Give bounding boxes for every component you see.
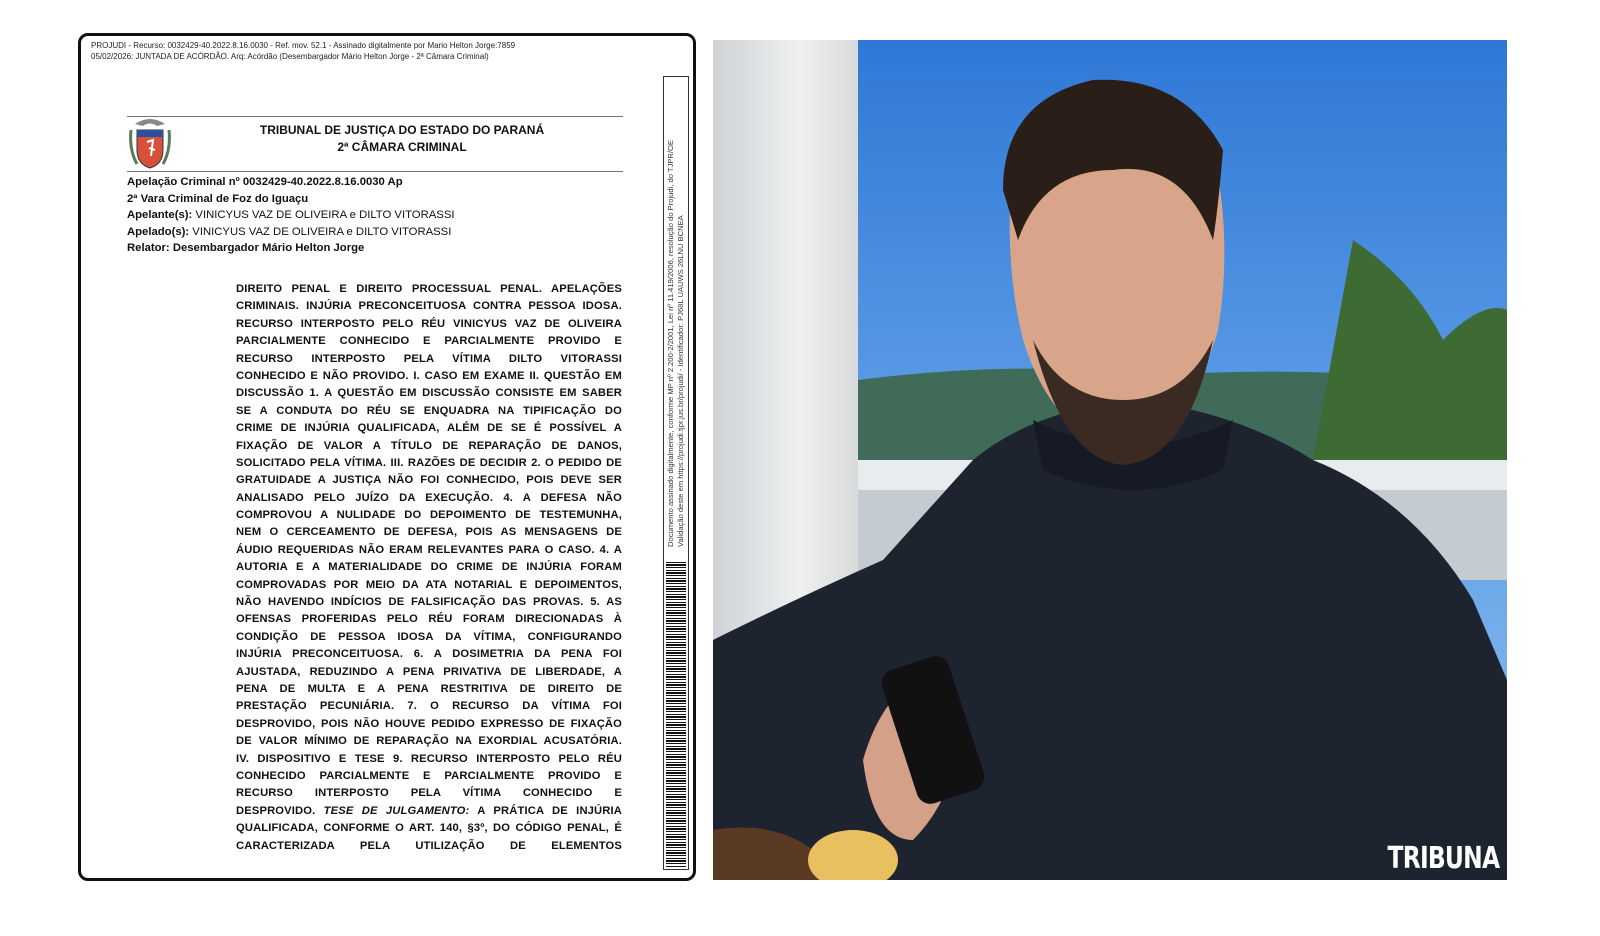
court-document bbox=[78, 33, 696, 881]
document-header bbox=[91, 40, 515, 62]
parana-coat-of-arms-icon bbox=[127, 116, 173, 172]
ementa-line bbox=[236, 803, 622, 820]
ementa-line: DIREITO PENAL E DIREITO PROCESSUAL PENAL. APELAÇÕES bbox=[236, 283, 622, 295]
ementa-line: RECURSO INTERPOSTO PELA VÍTIMA DILTO VITORASSI bbox=[236, 352, 622, 365]
ementa-line: CARACTERIZADA PELA UTILIZAÇÃO DE ELEMENTOS bbox=[236, 839, 622, 852]
photo-man-with-phone bbox=[713, 40, 1507, 880]
ementa-line: DE VALOR MÍNIMO DE REPARAÇÃO NA EXORDIAL ACUSATÓRIA. bbox=[236, 735, 622, 748]
appellants: VINICYUS VAZ DE OLIVEIRA e DILTO VITORASSI bbox=[192, 209, 455, 222]
ementa-line: SE A CONDUTA DO RÉU SE ENQUADRA NA TIPIFICAÇÃO DO bbox=[236, 404, 622, 417]
ementa-line: DISCUSSÃO 1. A QUESTÃO EM DISCUSSÃO CONSISTE EM SABER bbox=[236, 387, 622, 400]
ementa-line: ÁUDIO REQUERIDAS NÃO ERAM RELEVANTES PARA O CASO. 4. A bbox=[236, 543, 622, 556]
ementa-line: CONDIÇÃO DE PESSOA IDOSA DA VÍTIMA, CONFIGURANDO bbox=[236, 630, 622, 643]
ementa-line: CONHECIDO PARCIALMENTE E PARCIALMENTE PROVIDO E bbox=[236, 769, 622, 782]
top-rule bbox=[127, 116, 623, 117]
ementa-line: RECURSO INTERPOSTO PELO RÉU VINICYUS VAZ DE OLIVEIRA bbox=[236, 317, 622, 330]
ementa-line: QUALIFICADA, CONFORME O ART. 140, §3º, DO CÓDIGO PENAL, É bbox=[236, 822, 622, 835]
ementa-text bbox=[236, 281, 622, 855]
ementa-line: OFENSAS PROFERIDAS PELO RÉU FORAM DIRECIONADAS À bbox=[236, 613, 622, 626]
appellees: VINICYUS VAZ DE OLIVEIRA e DILTO VITORASSI bbox=[189, 225, 452, 238]
rapporteur: Relator: Desembargador Mário Helton Jorge bbox=[127, 242, 365, 255]
ementa-line: CONHECIDO E NÃO PROVIDO. I. CASO EM EXAME II. QUESTÃO EM bbox=[236, 369, 622, 382]
portrait-photo bbox=[713, 40, 1507, 880]
ementa-line: IV. DISPOSITIVO E TESE 9. RECURSO INTERPOSTO PELO RÉU bbox=[236, 752, 622, 765]
ementa-segment: DESPROVIDO. bbox=[236, 804, 324, 817]
header-line-2: 05/02/2026: JUNTADA DE ACÓRDÃO. Arq: Acórdão (Desembargador Mário Helton Jorge - 2ª Câmara Criminal) bbox=[91, 52, 489, 61]
ementa-line: COMPROVOU A NULIDADE DO DEPOIMENTO DE TESTEMUNHA, bbox=[236, 509, 622, 522]
tribuna-watermark: TRIBUNA bbox=[1387, 841, 1499, 876]
ementa-italic-segment: TESE DE JULGAMENTO: bbox=[323, 804, 470, 817]
bottom-rule bbox=[127, 171, 623, 172]
ementa-line: CRIMINAIS. INJÚRIA PRECONCEITUOSA CONTRA PESSOA IDOSA. bbox=[236, 300, 622, 313]
ementa-line: CRIME DE INJÚRIA QUALIFICADA, ALÉM DE SE É POSSÍVEL A bbox=[236, 422, 622, 435]
ementa-line: AJUSTADA, REDUZINDO A PENA PRIVATIVA DE LIBERDADE, A bbox=[236, 665, 622, 678]
ementa-line: DESPROVIDO, POIS NÃO HOUVE PEDIDO EXPRESSO DE FIXAÇÃO bbox=[236, 717, 622, 730]
barcode bbox=[666, 562, 686, 867]
validation-note: Validação deste em https://projudi.tjpr.jus.br/projudi/ - Identificador: PJ68L UAUWS 26LNU BCNEA bbox=[676, 215, 685, 547]
header-line-1: PROJUDI - Recurso: 0032429-40.2022.8.16.0030 - Ref. mov. 52.1 - Assinado digitalmente por Mario Helton Jorge:7859 bbox=[91, 41, 516, 50]
court-name: TRIBUNAL DE JUSTIÇA DO ESTADO DO PARANÁ bbox=[259, 123, 545, 137]
ementa-line: COMPROVADAS POR MEIO DA ATA NOTARIAL E DEPOIMENTOS, bbox=[236, 578, 622, 591]
ementa-segment: A PRÁTICA DE INJÚRIA bbox=[469, 804, 622, 817]
appellees-label: Apelado(s): bbox=[127, 225, 190, 238]
appellants-label: Apelante(s): bbox=[127, 209, 193, 222]
ementa-line: FIXAÇÃO DE VALOR A TÍTULO DE REPARAÇÃO DE DANOS, bbox=[236, 439, 622, 452]
ementa-line: INJÚRIA PRECONCEITUOSA. 6. A DOSIMETRIA DA PENA FOI bbox=[236, 648, 622, 661]
ementa-line: NÃO HAVENDO INDÍCIOS DE FALSIFICAÇÃO DAS PROVAS. 5. AS bbox=[236, 596, 622, 609]
signature-note: Documento assinado digitalmente, conforme MP nº 2.200-2/2001, Lei nº 11.419/2006, resolução do Projudi, do TJPR/OE bbox=[666, 140, 675, 547]
ementa-line: NEM O CERCEAMENTO DE DEFESA, POIS AS MENSAGENS DE bbox=[236, 526, 622, 539]
case-details bbox=[127, 174, 455, 257]
ementa-line: PARCIALMENTE CONHECIDO E PARCIALMENTE PROVIDO E bbox=[236, 335, 622, 348]
ementa-line: SOLICITADO PELA VÍTIMA. III. RAZÕES DE DECIDIR 2. O PEDIDO DE bbox=[236, 456, 622, 469]
chamber-name: 2ª CÂMARA CRIMINAL bbox=[337, 140, 467, 154]
ementa-line: AUTORIA E A MATERIALIDADE DO CRIME DE INJÚRIA FORAM bbox=[236, 561, 622, 574]
court-origin: 2ª Vara Criminal de Foz do Iguaçu bbox=[127, 192, 309, 205]
ementa-line: PRESTAÇÃO PECUNIÁRIA. 7. O RECURSO DA VÍTIMA FOI bbox=[236, 700, 622, 713]
ementa-line: PENA DE MULTA E A PENA RESTRITIVA DE DIREITO DE bbox=[236, 682, 622, 695]
signature-strip bbox=[663, 76, 689, 870]
ementa-line: RECURSO INTERPOSTO PELA VÍTIMA CONHECIDO E bbox=[236, 787, 622, 800]
case-number: Apelação Criminal nº 0032429-40.2022.8.16.0030 Ap bbox=[127, 176, 403, 188]
ementa-line: GRATUIDADE A JUSTIÇA NÃO FOI CONHECIDO, POIS DEVE SER bbox=[236, 474, 622, 487]
ementa-line: ANALISADO PELO JUÍZO DA EXECUÇÃO. 4. A DEFESA NÃO bbox=[236, 491, 622, 504]
